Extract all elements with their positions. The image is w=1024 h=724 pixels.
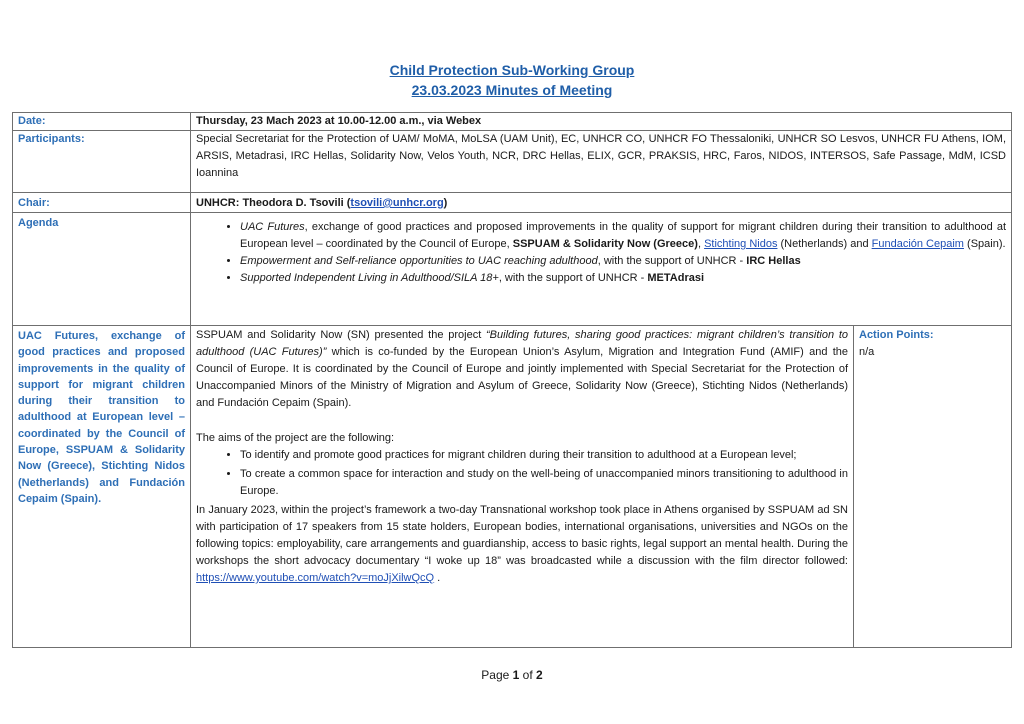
uac-p1-start: SSPUAM and Solidarity Now (SN) presented the project — [196, 329, 487, 341]
agenda-item-3-text: , with the support of UNHCR - — [498, 272, 648, 284]
agenda-item-1 — [240, 219, 1006, 253]
footer-page-number: 1 — [512, 668, 520, 682]
footer-prefix: Page — [481, 668, 513, 682]
uac-aim-2: • To create a common space for interaction and study on the well-being of unaccompanied minors transitioning to adulthood in Europe. — [240, 466, 848, 500]
agenda-label: Agenda — [13, 213, 191, 326]
chair-name: UNHCR: Theodora D. Tsovili ( — [196, 197, 351, 209]
document-subtitle: 23.03.2023 Minutes of Meeting — [411, 82, 613, 98]
table-row-uac-futures — [13, 326, 1012, 648]
uac-aims-list — [196, 447, 848, 500]
table-row-date — [13, 113, 1012, 131]
agenda-item-1-sep: , — [697, 238, 705, 250]
agenda-item-3-bold: METAdrasi — [647, 272, 705, 284]
document-title: Child Protection Sub-Working Group — [389, 62, 635, 78]
agenda-item-2-text: , with the support of UNHCR - — [597, 255, 747, 267]
uac-paragraph-1 — [196, 327, 848, 412]
chair-label: Chair: — [13, 193, 191, 213]
minutes-table — [12, 112, 1012, 648]
uac-p2-end: . — [434, 572, 441, 584]
participants-label: Participants: — [13, 131, 191, 193]
footer-page-total: 2 — [536, 668, 543, 682]
uac-p1-end: which is co-funded by the European Union’s Asylum, Migration and Integration Fund (AMIF) and the Council of Europe. It is coordinated by the Council of Europe and jointly implemented with Special Secretariat for the Protection of Unaccompanied Minors of the Ministry of Migration and Asylum of Greece, Solidarity Now (Greece), Stichting Nidos (Netherlands) and Fundación Cepaim (Spain). — [196, 346, 848, 409]
youtube-link[interactable]: https://www.youtube.com/watch?v=moJjXilwQcQ — [196, 572, 435, 584]
agenda-item-1-text: , exchange of good practices and proposed improvements in the quality of support for migrant children during their transition to adulthood at European level – coordinated by the Council of Europe, — [240, 221, 1007, 250]
uac-futures-content — [191, 326, 854, 648]
fundacion-cepaim-link[interactable]: Fundación Cepaim — [871, 238, 964, 250]
footer-of: of — [519, 668, 537, 682]
agenda-item-1-title: UAC Futures — [240, 221, 305, 233]
uac-futures-label: UAC Futures, exchange of good practices and proposed improvements in the quality of support for migrant children during their transition to adulthood at European level – coordinated by the Council of Europe, SSPUAM & Solidarity Now (Greece), Stichting Nidos (Netherlands) and Fundación Cepaim (Spain). — [13, 326, 191, 648]
uac-paragraph-2 — [196, 502, 848, 587]
chair-value — [191, 193, 1012, 213]
stichting-nidos-link[interactable]: Stichting Nidos — [704, 238, 778, 250]
agenda-item-1-bold: SSPUAM & Solidarity Now (Greece) — [512, 238, 698, 250]
chair-suffix: ) — [443, 197, 448, 209]
agenda-content — [191, 213, 1012, 326]
agenda-list — [196, 219, 1006, 287]
action-points-label: Action Points: — [859, 329, 934, 341]
uac-p2-text: In January 2023, within the project’s framework a two-day Transnational workshop took place in Athens organised by SSPUAM ad SN with participation of 17 speakers from 15 state holders, European bodies, international organisations, universities and NGOs on the following topics: employability, care arrangements and guardianship, access to basic rights, legal support an mental health. During the workshops the short advocacy documentary “I woke up 18” was broadcasted while a discussion with the film director followed: — [196, 504, 848, 567]
table-row-agenda — [13, 213, 1012, 326]
uac-aim-1: • To identify and promote good practices for migrant children during their transition to adulthood at a European level; — [240, 447, 848, 464]
uac-p1-project-title: “Building futures, sharing good practices: migrant children’s transition to adulthood (UAC Futures)” — [196, 329, 848, 358]
agenda-item-3 — [240, 270, 1006, 287]
agenda-item-2 — [240, 253, 1006, 270]
agenda-item-3-title: Supported Independent Living in Adulthood/SILA 18+ — [240, 272, 499, 284]
date-value: Thursday, 23 Mach 2023 at 10.00-12.00 a.m., via Webex — [191, 113, 1012, 131]
agenda-item-2-bold: IRC Hellas — [746, 255, 801, 267]
action-points-value: n/a — [859, 346, 875, 358]
agenda-item-2-title: Empowerment and Self-reliance opportunities to UAC reaching adulthood — [240, 255, 598, 267]
action-points-cell — [854, 326, 1012, 648]
date-label: Date: — [13, 113, 191, 131]
table-row-chair — [13, 193, 1012, 213]
chair-email-link[interactable]: tsovili@unhcr.org — [350, 197, 444, 209]
table-row-participants — [13, 131, 1012, 193]
page-footer — [0, 668, 1024, 682]
uac-aims-intro: The aims of the project are the following: — [196, 432, 395, 444]
agenda-item-1-mid: (Netherlands) and — [777, 238, 872, 250]
agenda-item-1-end: (Spain). — [963, 238, 1006, 250]
participants-value: Special Secretariat for the Protection of UAM/ MoMA, MoLSA (UAM Unit), EC, UNHCR CO, UNHCR FO Thessaloniki, UNHCR SO Lesvos, UNHCR FU Athens, IOM, ARSIS, Metadrasi, IRC Hellas, Solidarity Now, Velos Youth, NCR, DRC Hellas, ELIX, GCR, PRAKSIS, HRC, Faros, NIDOS, INTERSOS, Safe Passage, MdM, ICSD Ioannina — [191, 131, 1012, 193]
